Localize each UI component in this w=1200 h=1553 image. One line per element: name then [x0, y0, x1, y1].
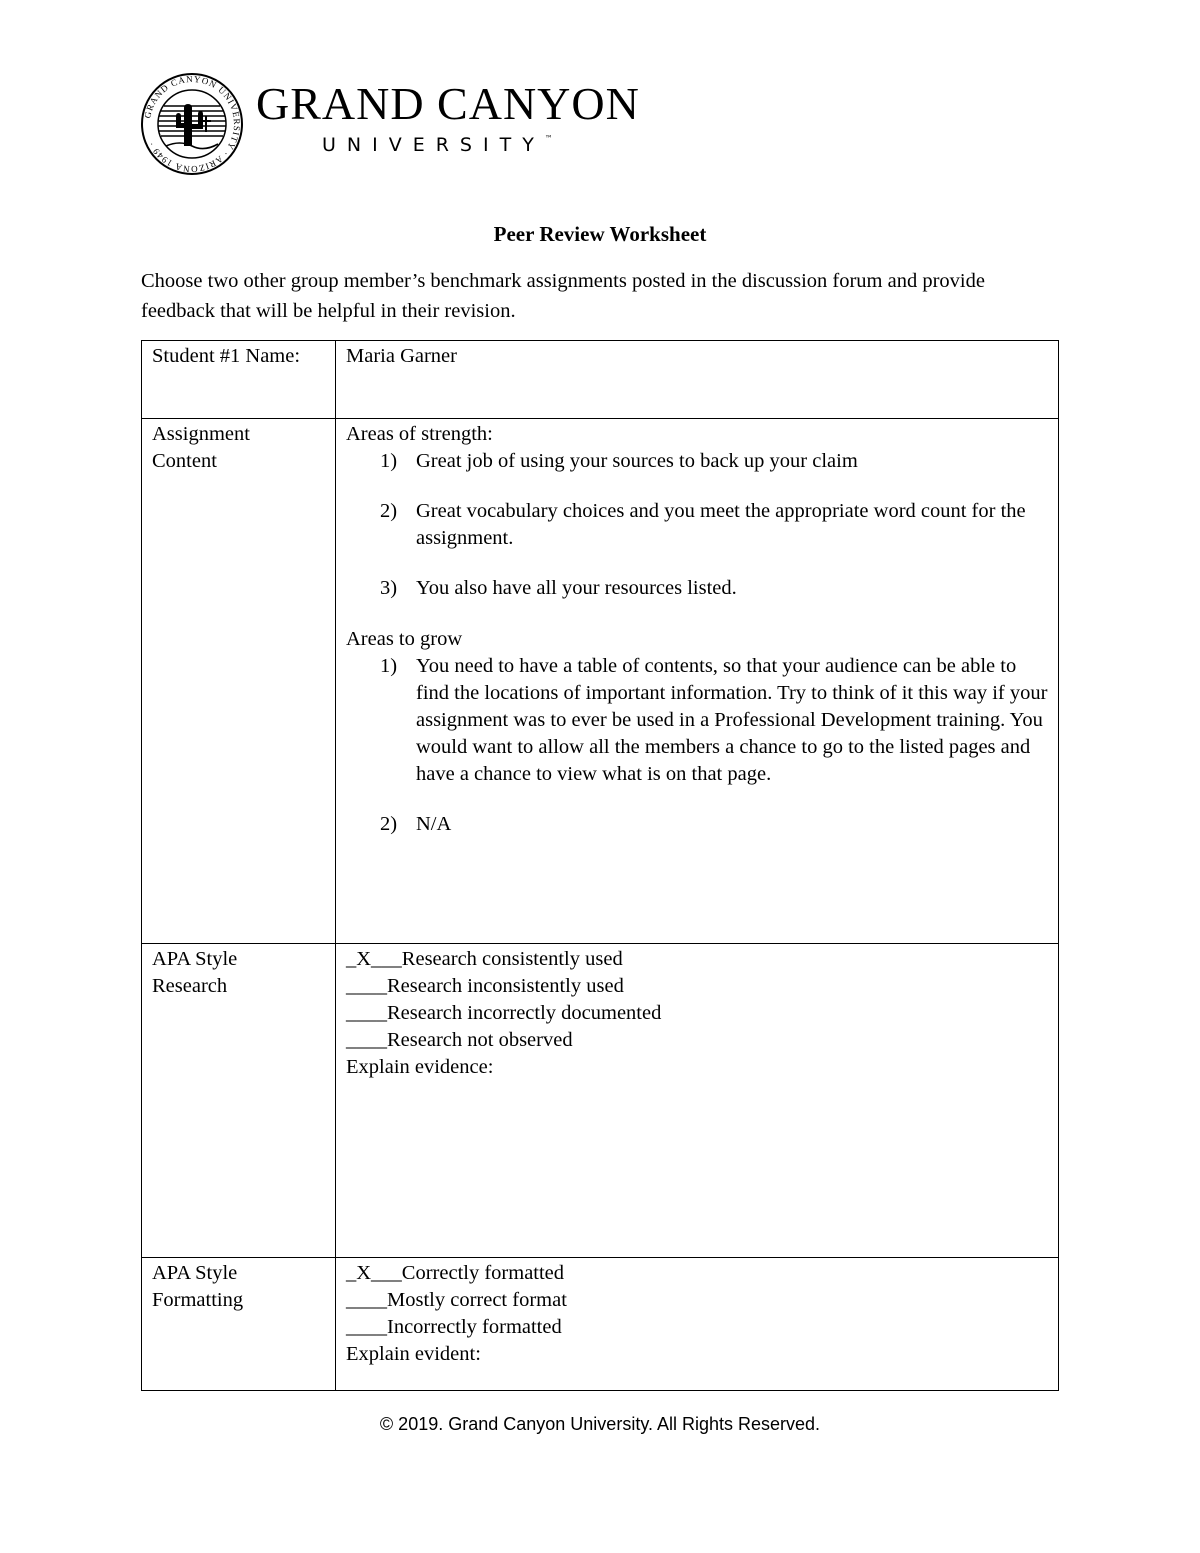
list-text: Great vocabulary choices and you meet the appropriate word count for the assignment.	[416, 500, 1026, 549]
research-option: ____Research inconsistently used	[346, 975, 624, 997]
apa-formatting-label	[142, 1258, 336, 1391]
svg-text:GRAND CANYON UNIVERSITY · ARIZ: GRAND CANYON UNIVERSITY · ARIZONA 1949 ·	[142, 73, 243, 175]
apa-formatting-label-line1: APA Style	[152, 1262, 238, 1284]
list-number: 2)	[380, 813, 398, 835]
formatting-option: ____Incorrectly formatted	[346, 1316, 562, 1338]
strengths-list	[346, 448, 1048, 602]
assignment-content-label-line2: Content	[152, 450, 217, 472]
assignment-content-cell	[336, 419, 1059, 944]
formatting-option: _X___Correctly formatted	[346, 1262, 565, 1284]
trademark-symbol: ™	[544, 134, 553, 143]
list-text: N/A	[416, 813, 452, 835]
brand-university-word: UNIVERSITY	[322, 134, 545, 156]
list-text: You also have all your resources listed.	[416, 577, 737, 599]
apa-research-label	[142, 944, 336, 1258]
list-item	[346, 811, 1048, 838]
apa-formatting-cell	[336, 1258, 1059, 1391]
table-row-student	[142, 341, 1059, 419]
apa-research-cell	[336, 944, 1059, 1258]
list-text: You need to have a table of contents, so that your audience can be able to find the locations of important information. Try to think of it this way if your assignment was to ever be used in a Professional Development training. You would want to allow all the members a chance to go to the listed pages and have a chance to view what is on that page.	[416, 655, 1048, 785]
assignment-content-label-line1: Assignment	[152, 423, 250, 445]
strengths-heading: Areas of strength:	[346, 423, 493, 445]
table-row-apa-formatting	[142, 1258, 1059, 1391]
list-item	[346, 653, 1048, 788]
student-name-label: Student #1 Name:	[142, 341, 336, 419]
list-number: 1)	[380, 450, 398, 472]
formatting-option: ____Mostly correct format	[346, 1289, 567, 1311]
university-seal-icon	[140, 72, 244, 176]
research-option: ____Research incorrectly documented	[346, 1002, 662, 1024]
list-number: 1)	[380, 655, 398, 677]
apa-research-label-line2: Research	[152, 975, 228, 997]
brand-name-line1: GRAND CANYON	[256, 78, 640, 129]
formatting-explain-label: Explain evident:	[346, 1343, 481, 1365]
grow-heading: Areas to grow	[346, 628, 463, 650]
research-option: _X___Research consistently used	[346, 948, 623, 970]
university-logo	[140, 72, 640, 176]
peer-review-table	[141, 340, 1059, 1391]
apa-research-label-line1: APA Style	[152, 948, 238, 970]
research-option: ____Research not observed	[346, 1029, 573, 1051]
list-item	[346, 448, 1048, 475]
list-item	[346, 575, 1048, 602]
apa-formatting-label-line2: Formatting	[152, 1289, 244, 1311]
list-text: Great job of using your sources to back up your claim	[416, 450, 858, 472]
instructions-text: Choose two other group member’s benchmark assignments posted in the discussion forum and provide feedback that will be helpful in their revision.	[141, 270, 985, 322]
grow-list	[346, 653, 1048, 838]
student-name-value: Maria Garner	[336, 341, 1059, 419]
table-row-apa-research	[142, 944, 1059, 1258]
list-item	[346, 498, 1048, 552]
brand-name-line2	[322, 134, 553, 156]
assignment-content-label	[142, 419, 336, 944]
list-number: 3)	[380, 577, 398, 599]
table-row-assignment-content	[142, 419, 1059, 944]
copyright-footer: © 2019. Grand Canyon University. All Rights Reserved.	[379, 1414, 821, 1434]
page-title: Peer Review Worksheet	[493, 222, 707, 246]
list-number: 2)	[380, 500, 398, 522]
research-explain-label: Explain evidence:	[346, 1056, 494, 1078]
